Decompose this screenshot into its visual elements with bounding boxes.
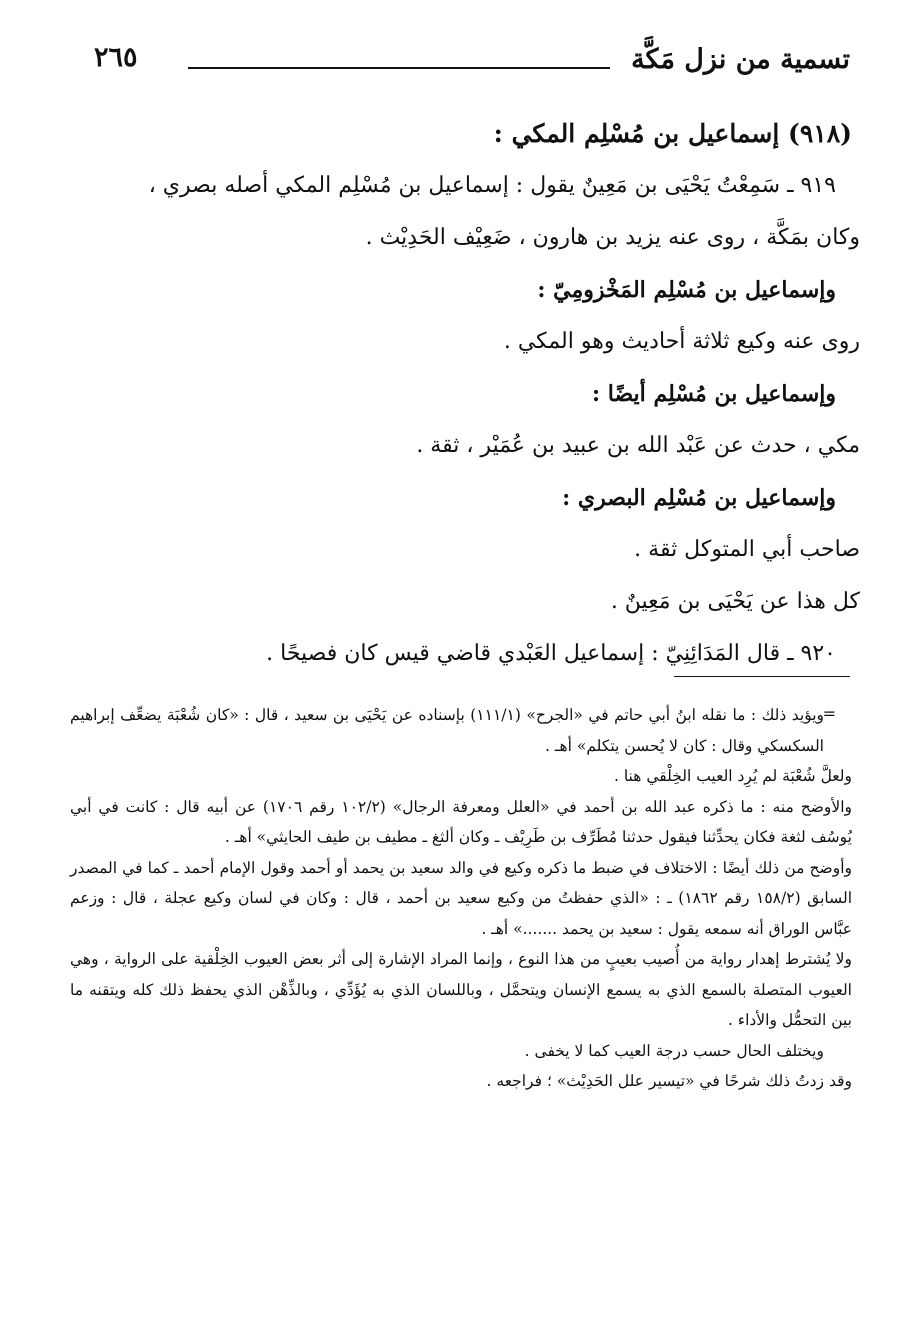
paragraph-makhzumi: روى عنه وكيع ثلاثة أحاديث وهو المكي .	[503, 329, 860, 354]
running-title: تسمية من نزل مَكَّة	[631, 44, 850, 75]
footnote-separator	[674, 676, 850, 677]
footnote-paragraph-3: والأوضح منه : ما ذكره عبد الله بن أحمد في «العلل ومعرفة الرجال» (١٠٢/٢ رقم ١٧٠٦) عن أبيه قال : كانت في أبي يُوسُف لثغة فكان يحدِّثنا فيقول حدثنا مُطَرِّف بن طَرِيْف ـ وكان ألثغ ـ مطيف بن طيف الحايثي» أهـ .	[70, 797, 852, 846]
paragraph-basri: صاحب أبي المتوكل ثقة .	[634, 537, 860, 562]
subheading-aydan: وإسماعيل بن مُسْلِم أيضًا :	[592, 381, 836, 407]
page-number: ٢٦٥	[94, 42, 138, 73]
main-text	[70, 108, 860, 680]
footnote-continuation-mark: =	[822, 704, 836, 723]
footnote-paragraph-2: ولعلَّ شُعْبَة لم يُرِد العيب الخِلْقي هنا .	[613, 767, 852, 785]
footnote-paragraph-1: ويؤيد ذلك : ما نقله ابنُ أبي حاتم في «الجرح» (١١١/١) بإسناده عن يَحْيَى بن سعيد ، قال : «كان شُعْبَة يضعِّف إبراهيم السكسكي وقال : كان لا يُحسن يتكلم» أهـ .	[70, 706, 825, 755]
footnote-paragraph-5: ولا يُشترط إهدار رواية من أُصيب بعيبٍ من هذا النوع ، وإنما المراد الإشارة إلى أثر بعض العيوب الخِلْقية على الرواية ، وهي العيوب المتصلة بالسمع الذي به يسمع الإنسان ويتحمَّل ، وباللسان الذي به يُؤَدِّي ، وبالذِّهْن الذي يحفظ ذلك كله ويتقنه ما بين التحمُّل والأداء .	[70, 950, 852, 1029]
paragraph-source: كل هذا عن يَحْيَى بن مَعِينٌ .	[610, 589, 860, 614]
paragraph-920: ٩٢٠ ـ قال المَدَائِنِيّ : إسماعيل العَبْدي قاضي قيس كان فصيحًا .	[266, 641, 836, 666]
subheading-makhzumi: وإسماعيل بن مُسْلِم المَخْزومِيّ :	[537, 277, 836, 303]
paragraph-919-line-1: ٩١٩ ـ سَمِعْتُ يَحْيَى بن مَعِينٌ يقول : إسماعيل بن مُسْلِم المكي أصله بصري ،	[148, 173, 836, 198]
footnote-paragraph-7: وقد زدتُ ذلك شرحًا في «تيسير علل الحَدِيْث» ؛ فراجعه .	[486, 1072, 852, 1090]
page-header	[80, 38, 850, 88]
header-rule	[188, 67, 610, 69]
subheading-basri: وإسماعيل بن مُسْلِم البصري :	[562, 485, 836, 511]
footnotes	[70, 700, 852, 1097]
paragraph-919-line-2: وكان بمَكَّة ، روى عنه يزيد بن هارون ، ضَعِيْف الحَدِيْث .	[365, 225, 860, 250]
paragraph-aydan: مكي ، حدث عن عَبْد الله بن عبيد بن عُمَيْر ، ثقة .	[416, 433, 860, 458]
entry-heading-918: (٩١٨) إسماعيل بن مُسْلِم المكي :	[493, 119, 852, 148]
footnote-paragraph-4: وأوضح من ذلك أيضًا : الاختلاف في ضبط ما ذكره وكيع في والد سعيد بن يحمد أو أحمد وقول الإمام أحمد ـ كما في المصدر السابق (١٥٨/٢ رقم ١٨٦٢) ـ : «الذي حفظتُ من وكيع سعيد بن أحمد ، قال : وكان في لسان وكيع عجلة ، قال : وزعم عبَّاس الوراق أنه سمعه يقول : سعيد بن يحمد .......» أهـ .	[70, 858, 852, 938]
footnote-paragraph-6: ويختلف الحال حسب درجة العيب كما لا يخفى .	[524, 1041, 824, 1060]
